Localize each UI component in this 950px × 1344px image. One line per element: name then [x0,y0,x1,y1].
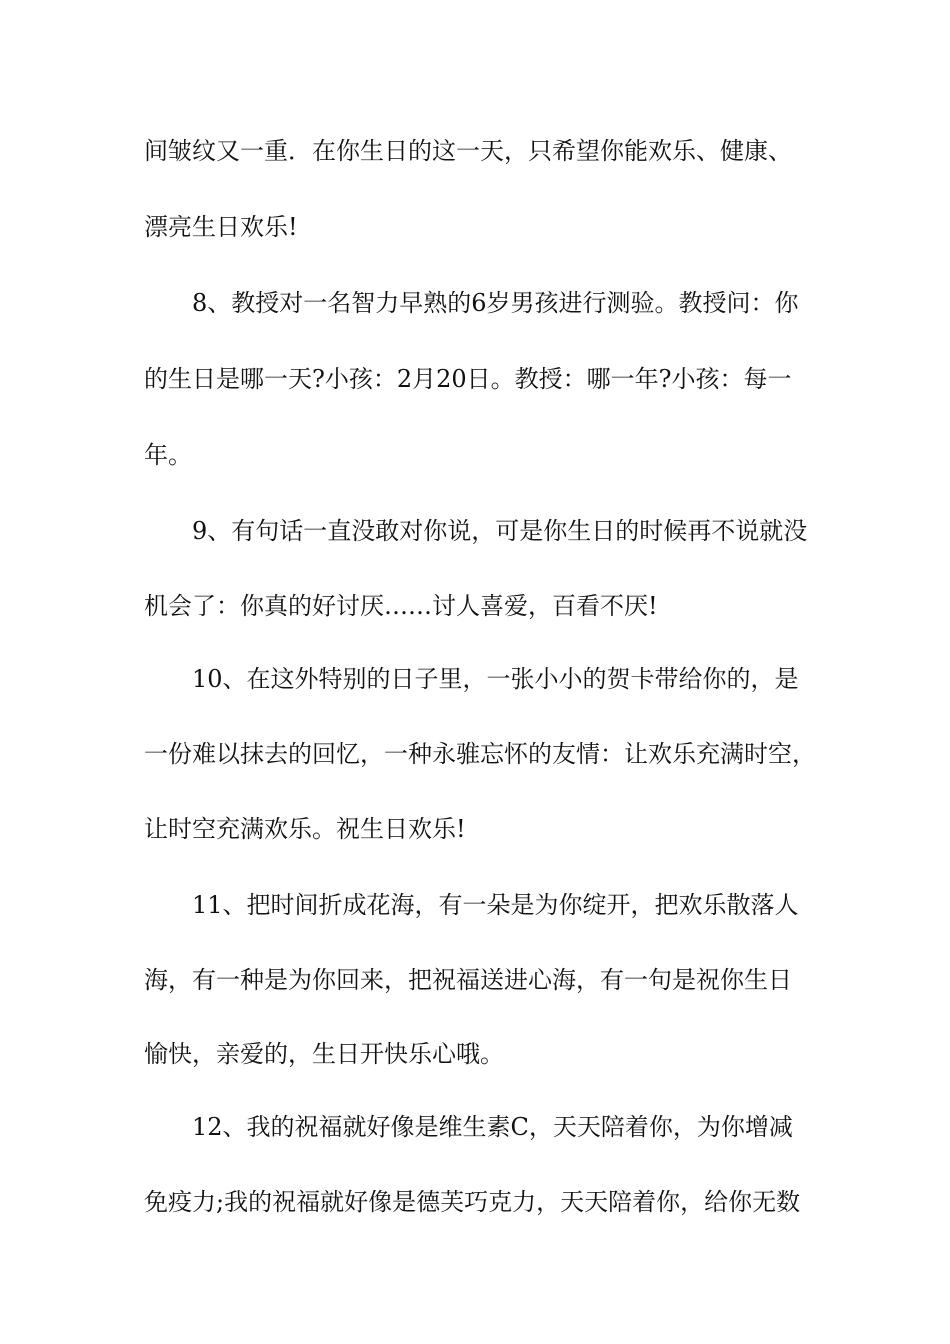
text-line: 间皱纹又一重．在你生日的这一天，只希望你能欢乐、健康、 [144,137,792,165]
paragraph-8-start: 8、教授对一名智力早熟的6岁男孩进行测验。教授问：你 [192,289,799,317]
text-line: 漂亮生日欢乐! [144,213,298,241]
paragraph-11-start: 11、把时间折成花海，有一朵是为你绽开，把欢乐散落人 [192,891,799,919]
text-line: 机会了：你真的好讨厌……讨人喜爱，百看不厌! [144,592,658,620]
text-line: 愉快，亲爱的，生日开快乐心哦。 [144,1040,504,1068]
paragraph-12-start: 12、我的祝福就好像是维生素C，天天陪着你，为你增减 [192,1113,793,1141]
text-line: 免疫力;我的祝福就好像是德芙巧克力，天天陪着你，给你无数 [144,1188,801,1216]
text-line: 海，有一种是为你回来，把祝福送进心海，有一句是祝你生日 [144,966,792,994]
paragraph-9-start: 9、有句话一直没敢对你说，可是你生日的时候再不说就没 [192,517,808,545]
paragraph-10-start: 10、在这外特别的日子里，一张小小的贺卡带给你的，是 [192,665,799,693]
text-line: 一份难以抹去的回忆，一种永骓忘怀的友情：让欢乐充满时空， [144,740,816,768]
text-line: 让时空充满欢乐。祝生日欢乐! [144,815,466,843]
text-line: 年。 [144,441,192,469]
text-line: 的生日是哪一天?小孩：2月20日。教授：哪一年?小孩：每一 [144,365,792,393]
